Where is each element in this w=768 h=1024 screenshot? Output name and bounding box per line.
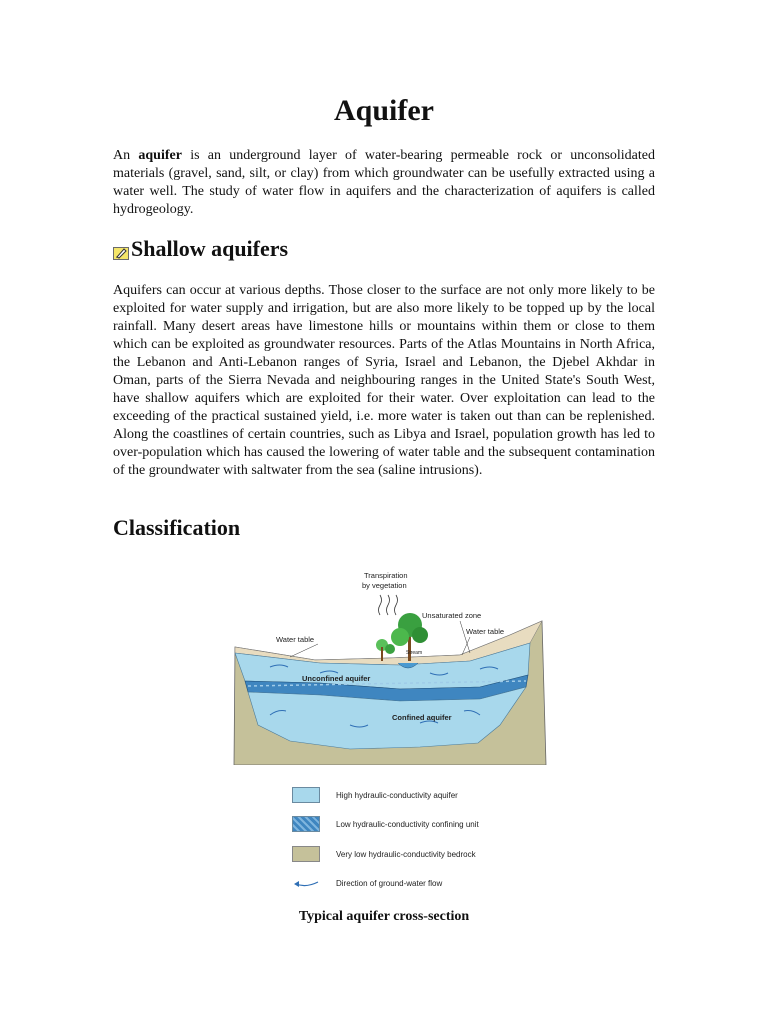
shallow-aquifers-heading-text: Shallow aquifers <box>131 236 289 261</box>
aquifer-cross-section-diagram <box>230 565 550 765</box>
shallow-aquifers-paragraph: Aquifers can occur at various depths. Those closer to the surface are not only more likely to be exploited for water supply and irrigation, but are also more likely to be topped up by the local rainfall. Many desert areas have limestone hills or mountains within them or close to them which can be exploited as groundwater resources. Parts of the Atlas Mountains in North Africa, the Lebanon and Anti-Lebanon ranges of Syria, Israel and Lebanon, the Djebel Akhdar in Oman, parts of the Sierra Nevada and neighbouring ranges in the United State's South West, have shallow aquifers which are exploited for their water. Over exploitation can lead to the exceeding of the practical sustained yield, i.e. more water is taken out than can be replenished. Along the coastlines of certain countries, such as Libya and Israel, population growth has led to over-population which has caused the lowering of water table and the subsequent contamination of the groundwater with saltwater from the sea (saline intrusions). <box>113 283 655 478</box>
label-confined-aquifer: Confined aquifer <box>392 713 452 722</box>
figure-caption: Typical aquifer cross-section <box>298 909 470 924</box>
edit-icon[interactable] <box>113 241 129 257</box>
legend-swatch-aquifer <box>292 787 320 803</box>
intro-paragraph <box>113 147 655 219</box>
legend-label: Very low hydraulic-conductivity bedrock <box>336 849 476 859</box>
label-water-table-right: Water table <box>466 627 505 636</box>
legend-label: Low hydraulic-conductivity confining unit <box>336 819 479 829</box>
legend-swatch-confining-unit <box>292 816 320 832</box>
label-transpiration-1: Transpiration <box>364 571 408 580</box>
legend-label: High hydraulic-conductivity aquifer <box>336 790 458 800</box>
legend-label: Direction of ground-water flow <box>336 878 443 888</box>
label-unconfined-aquifer: Unconfined aquifer <box>302 674 371 683</box>
legend-swatch-bedrock <box>292 846 320 862</box>
label-water-table-left: Water table <box>276 635 315 644</box>
flow-arrow-icon <box>292 875 320 891</box>
classification-heading: Classification <box>113 515 241 540</box>
legend-item <box>292 874 442 892</box>
intro-rest: is an underground layer of water-bearing permeable rock or unconsolidated materials (gravel, sand, silt, or clay) from which groundwater can be usefully extracted using a water well. The study of water flow in aquifers and the characterization of aquifers is called hydrogeology. <box>113 148 655 217</box>
label-stream: Stream <box>406 650 423 656</box>
transpiration-arrows <box>379 595 398 615</box>
label-transpiration-2: by vegetation <box>362 581 407 590</box>
intro-lead: An <box>113 148 139 163</box>
legend-item <box>292 845 476 863</box>
shallow-aquifers-heading <box>113 236 288 262</box>
label-unsaturated-zone: Unsaturated zone <box>422 611 482 620</box>
page-title: Aquifer <box>334 94 434 127</box>
legend-item <box>292 815 479 833</box>
intro-bold-term: aquifer <box>138 148 182 163</box>
legend-item <box>292 786 458 804</box>
